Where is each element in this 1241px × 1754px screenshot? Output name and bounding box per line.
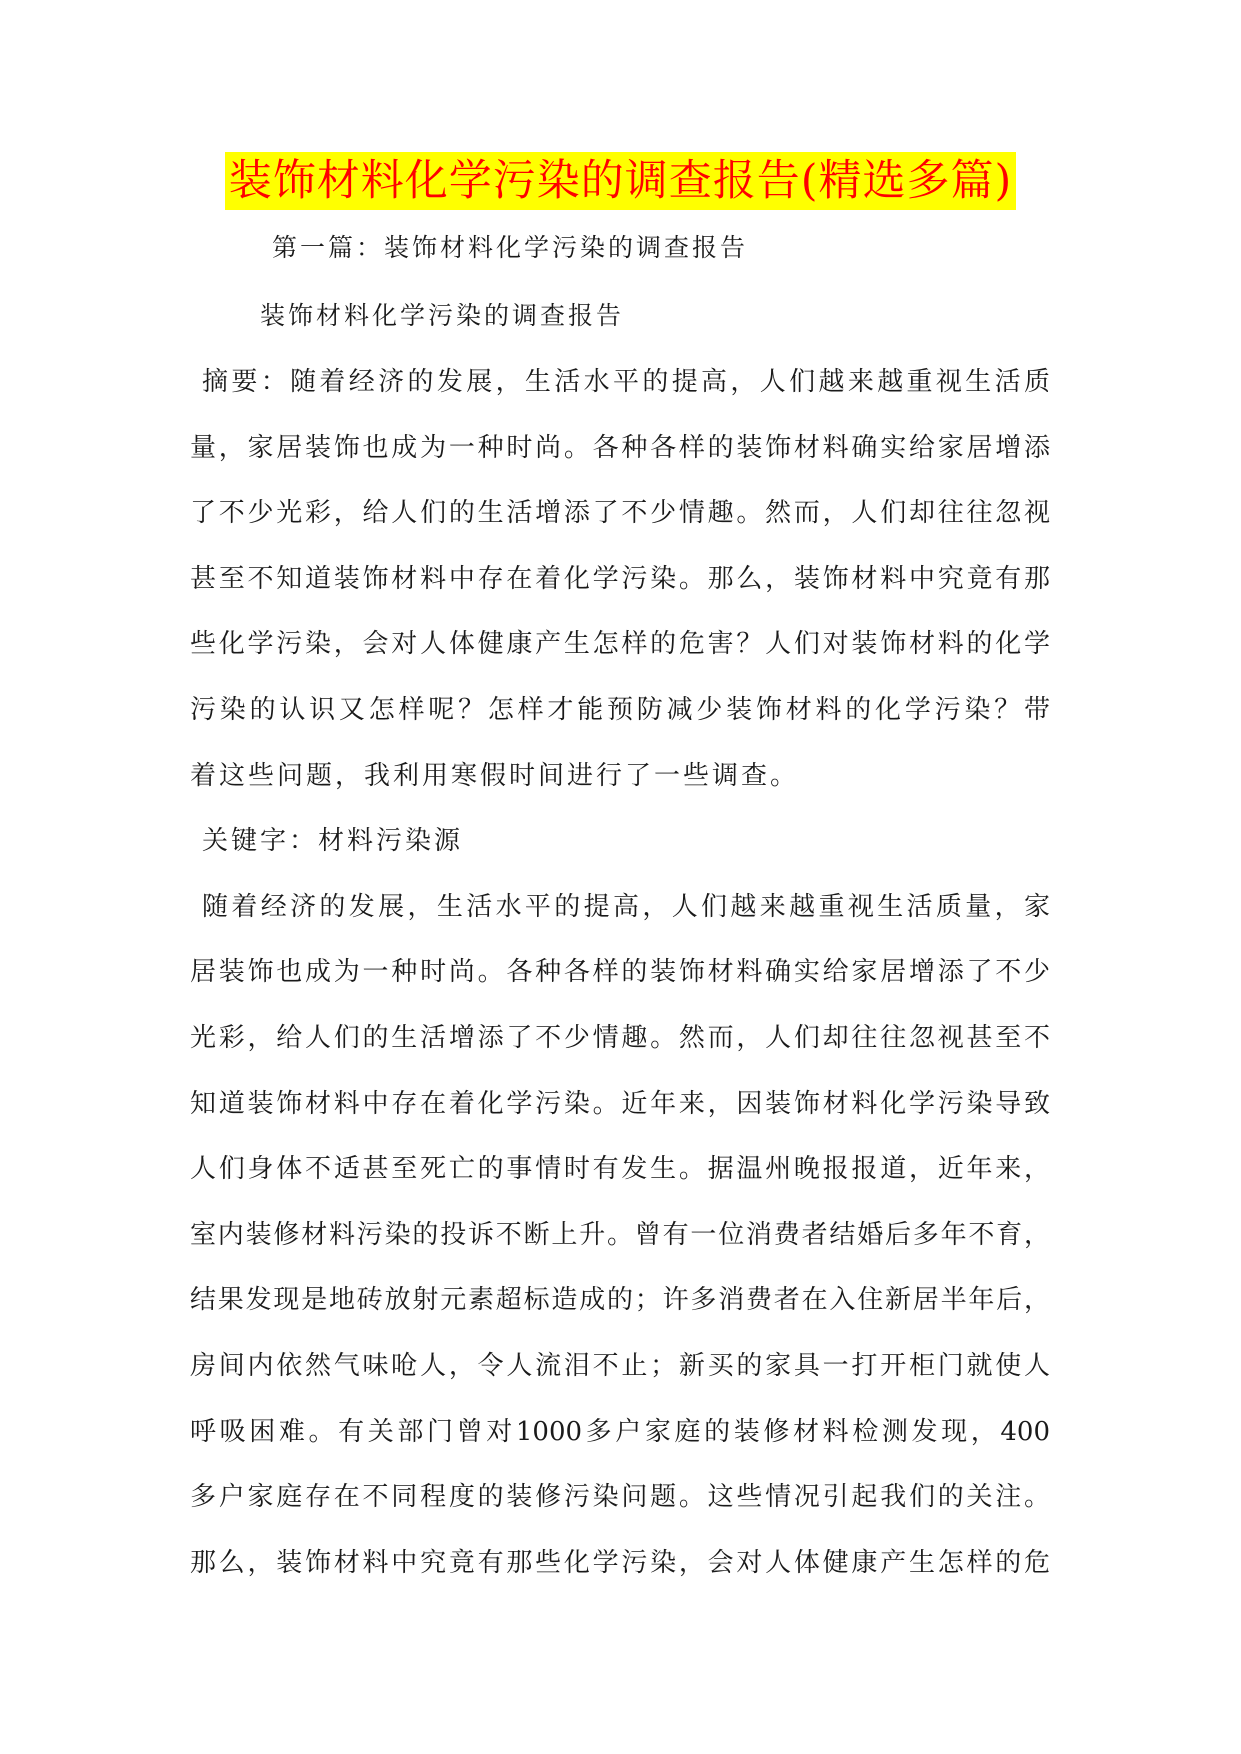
body-line: 多户家庭存在不同程度的装修污染问题。这些情况引起我们的关注。: [190, 1482, 1050, 1513]
body-line: 随着经济的发展，生活水平的提高，人们越来越重视生活质量，家: [202, 891, 1050, 922]
abstract-line: 摘要：随着经济的发展，生活水平的提高，人们越来越重视生活质: [202, 367, 1050, 397]
body-line: 结果发现是地砖放射元素超标造成的；许多消费者在入住新居半年后，: [190, 1285, 1050, 1316]
body-line: 呼吸困难。有关部门曾对1000多户家庭的装修材料检测发现，400: [190, 1416, 1050, 1447]
abstract-line: 污染的认识又怎样呢？怎样才能预防减少装饰材料的化学污染？带: [190, 694, 1050, 725]
body-line: 房间内依然气味呛人，令人流泪不止；新买的家具一打开柜门就使人: [190, 1350, 1050, 1381]
document-title: 装饰材料化学污染的调查报告(精选多篇): [225, 152, 1017, 210]
body-line: 光彩，给人们的生活增添了不少情趣。然而，人们却往往忽视甚至不: [190, 1022, 1050, 1053]
abstract-line: 着这些问题，我利用寒假时间进行了一些调查。: [190, 760, 800, 791]
abstract-line: 些化学污染，会对人体健康产生怎样的危害？人们对装饰材料的化学: [190, 629, 1050, 660]
report-body: [190, 350, 1050, 1596]
keywords-line: 关键字：材料污染源: [202, 826, 464, 857]
report-heading: 装饰材料化学污染的调查报告: [260, 301, 625, 330]
body-line: 居装饰也成为一种时尚。各种各样的装饰材料确实给家居增添了不少: [190, 957, 1050, 988]
body-line: 人们身体不适甚至死亡的事情时有发生。据温州晚报报道，近年来，: [190, 1154, 1050, 1185]
body-line: 知道装饰材料中存在着化学污染。近年来，因装饰材料化学污染导致: [190, 1088, 1050, 1119]
abstract-line: 了不少光彩，给人们的生活增添了不少情趣。然而，人们却往往忽视: [190, 498, 1050, 529]
abstract-line: 甚至不知道装饰材料中存在着化学污染。那么，装饰材料中究竟有那: [190, 563, 1050, 594]
section-title: 第一篇：装饰材料化学污染的调查报告: [272, 233, 749, 262]
abstract-line: 量，家居装饰也成为一种时尚。各种各样的装饰材料确实给家居增添: [190, 432, 1050, 463]
body-line: 室内装修材料污染的投诉不断上升。曾有一位消费者结婚后多年不育，: [190, 1219, 1050, 1250]
title-block: [0, 152, 1241, 210]
body-line: 那么，装饰材料中究竟有那些化学污染，会对人体健康产生怎样的危: [190, 1547, 1050, 1578]
